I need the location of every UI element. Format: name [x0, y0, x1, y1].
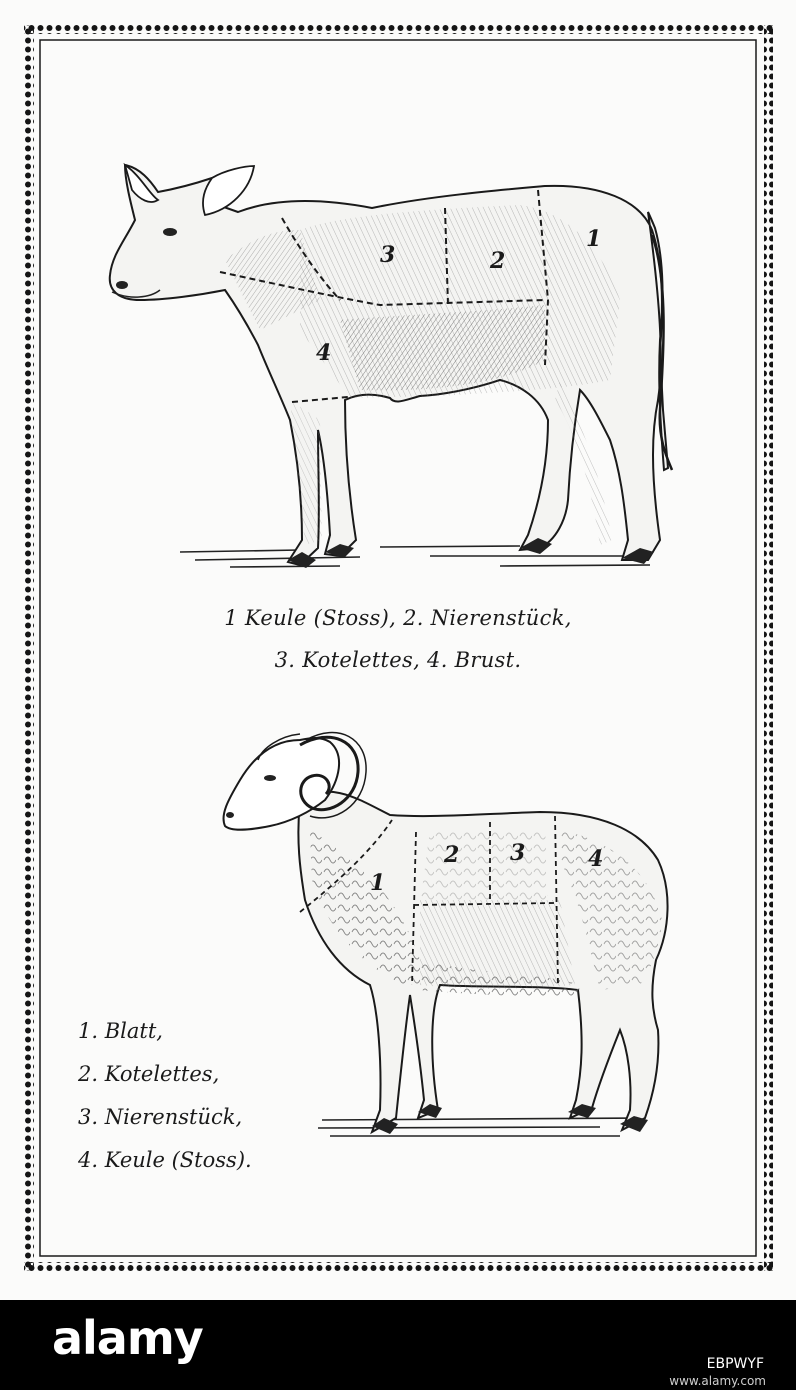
sheep-legend-item-2: 2. Kotelettes,	[78, 1062, 220, 1086]
sheep-illustration	[223, 733, 667, 1136]
sheep-legend	[78, 1016, 252, 1188]
sheep-legend-item-3: 3. Nierenstück,	[78, 1105, 243, 1129]
calf-cut-label-4: 4	[316, 340, 332, 366]
sheep-legend-item-4: 4. Keule (Stoss).	[78, 1148, 252, 1172]
sheep-cut-label-4: 4	[588, 846, 604, 872]
sheep-cut-label-3: 3	[510, 840, 526, 866]
calf-caption-line-1: 1 Keule (Stoss), 2. Nierenstück,	[224, 606, 572, 630]
calf-caption-line-2: 3. Kotelettes, 4. Brust.	[274, 648, 522, 672]
sheep-cut-label-1: 1	[370, 870, 386, 896]
credit-url-text: www.alamy.com	[669, 1374, 766, 1388]
calf-cut-label-3: 3	[380, 242, 396, 268]
calf-cut-label-2: 2	[490, 248, 506, 274]
calf-illustration	[110, 165, 672, 568]
image-id-text: EBPWYF	[706, 1356, 764, 1372]
calf-cut-label-1: 1	[586, 226, 602, 252]
sheep-legend-item-1: 1. Blatt,	[78, 1019, 163, 1043]
sheep-cut-label-2: 2	[444, 842, 460, 868]
alamy-logo: alamy	[52, 1311, 203, 1365]
